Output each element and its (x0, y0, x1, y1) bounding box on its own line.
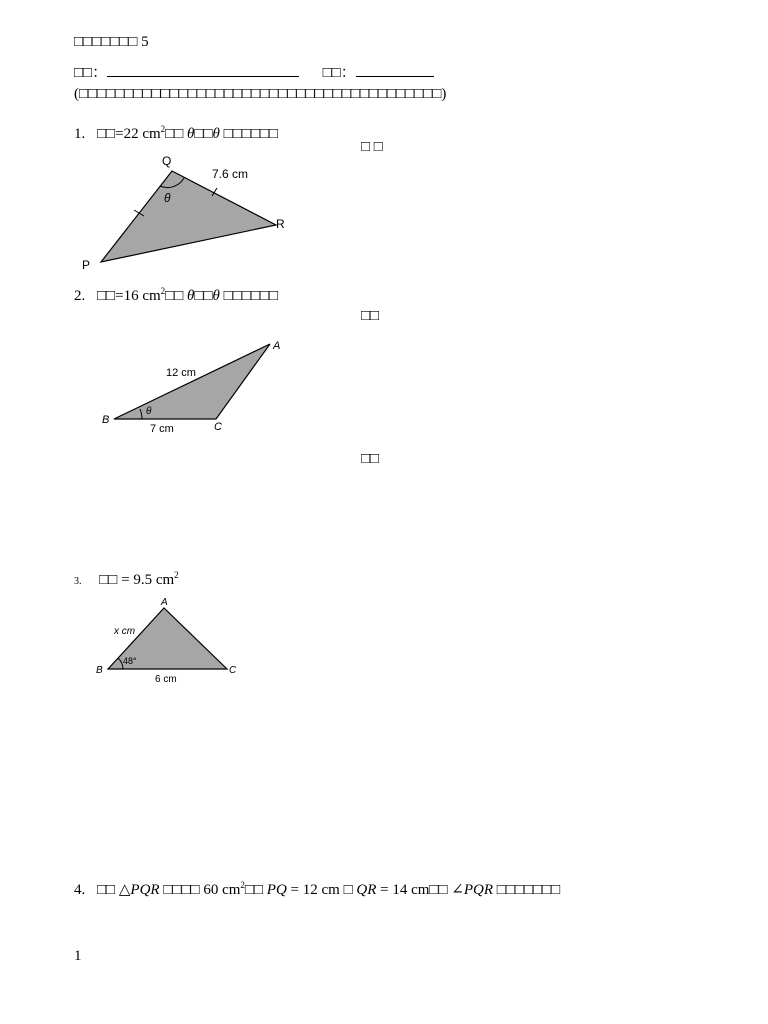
q2-triangle (114, 344, 270, 419)
q1-theta-b: θ (212, 126, 220, 142)
q4-pqr-b: PQR (463, 882, 494, 898)
q1-triangle-figure (74, 150, 304, 275)
question-3 (74, 572, 179, 589)
q1-label-q: Q (162, 154, 172, 168)
q1-text-a: □□=22 cm (97, 126, 161, 142)
q2-text-b: □□ (165, 288, 188, 304)
q4-text-a: □□ △ (97, 882, 131, 898)
q3-text-a: □□ = 9.5 cm (99, 572, 175, 588)
q3-number: 3. (74, 576, 82, 587)
q4-text-c: □□ (244, 882, 267, 898)
question-4 (74, 880, 560, 899)
q3-sup: 2 (174, 570, 179, 580)
q4-sup: 2 (240, 880, 245, 890)
question-1 (74, 126, 278, 143)
q2-text-c: □□ (194, 288, 213, 304)
q1-label-r: R (276, 217, 285, 231)
q1-text-c: □□ (194, 126, 213, 142)
q2-label-a: A (273, 340, 281, 352)
q4-pq: PQ (266, 882, 287, 898)
class-field[interactable] (356, 62, 434, 77)
q4-text-e: = 14 cm□□ ∠ (376, 882, 464, 898)
name-field[interactable] (107, 62, 299, 77)
q3-label-a: A (161, 597, 168, 608)
q2-theta-label: θ (146, 406, 152, 417)
q4-pqr-a: PQR (130, 882, 160, 898)
q1-answer-mark: □ □ (361, 139, 383, 155)
q3-triangle-figure (90, 594, 250, 686)
q2-side-ab: 12 cm (166, 367, 196, 379)
q1-theta-a: θ (187, 126, 195, 142)
q4-text-b: □□□□ 60 cm (159, 882, 241, 898)
q2-side-bc: 7 cm (150, 423, 174, 435)
q2-theta-b: θ (212, 288, 220, 304)
q3-label-c: C (229, 665, 237, 676)
q1-text-d: □□□□□□ (219, 126, 279, 142)
q4-number: 4. (74, 882, 86, 898)
q2-theta-a: θ (187, 288, 195, 304)
q2-sup: 2 (160, 286, 166, 296)
question-2 (74, 288, 278, 305)
q1-sup: 2 (160, 124, 166, 134)
name-label: □□： (74, 65, 108, 81)
q2-text-d: □□□□□□ (219, 288, 279, 304)
class-label: □□： (322, 65, 356, 81)
q1-label-p: P (82, 258, 91, 272)
q1-triangle (101, 171, 276, 262)
q1-theta-label: θ (164, 191, 171, 205)
q2-text-a: □□=16 cm (97, 288, 161, 304)
q2-label-c: C (214, 421, 222, 433)
q4-text-f: □□□□□□□ (493, 882, 561, 898)
q4-qr: QR (356, 882, 377, 898)
q3-angle-label: 48° (123, 656, 137, 666)
q2-label-b: B (102, 414, 110, 426)
q1-side-label: 7.6 cm (212, 167, 249, 181)
q3-side-ab: x cm (114, 626, 136, 637)
worksheet-title: □□□□□□□ 5 (74, 34, 149, 50)
q3-label-b: B (96, 665, 103, 676)
q4-text-d: = 12 cm □ (286, 882, 357, 898)
q2-answer-mark-1: □□ (361, 308, 380, 324)
page-number: 1 (74, 948, 82, 964)
student-info-row (74, 61, 434, 82)
q1-number: 1. (74, 126, 86, 142)
instruction-text: (□□□□□□□□□□□□□□□□□□□□□□□□□□□□□□□□□□□□□□□□) (74, 86, 447, 102)
q1-text-b: □□ (165, 126, 188, 142)
q2-triangle-figure (98, 336, 298, 436)
q2-number: 2. (74, 288, 86, 304)
q2-answer-mark-2: □□ (361, 451, 380, 467)
q3-side-bc: 6 cm (155, 674, 177, 685)
